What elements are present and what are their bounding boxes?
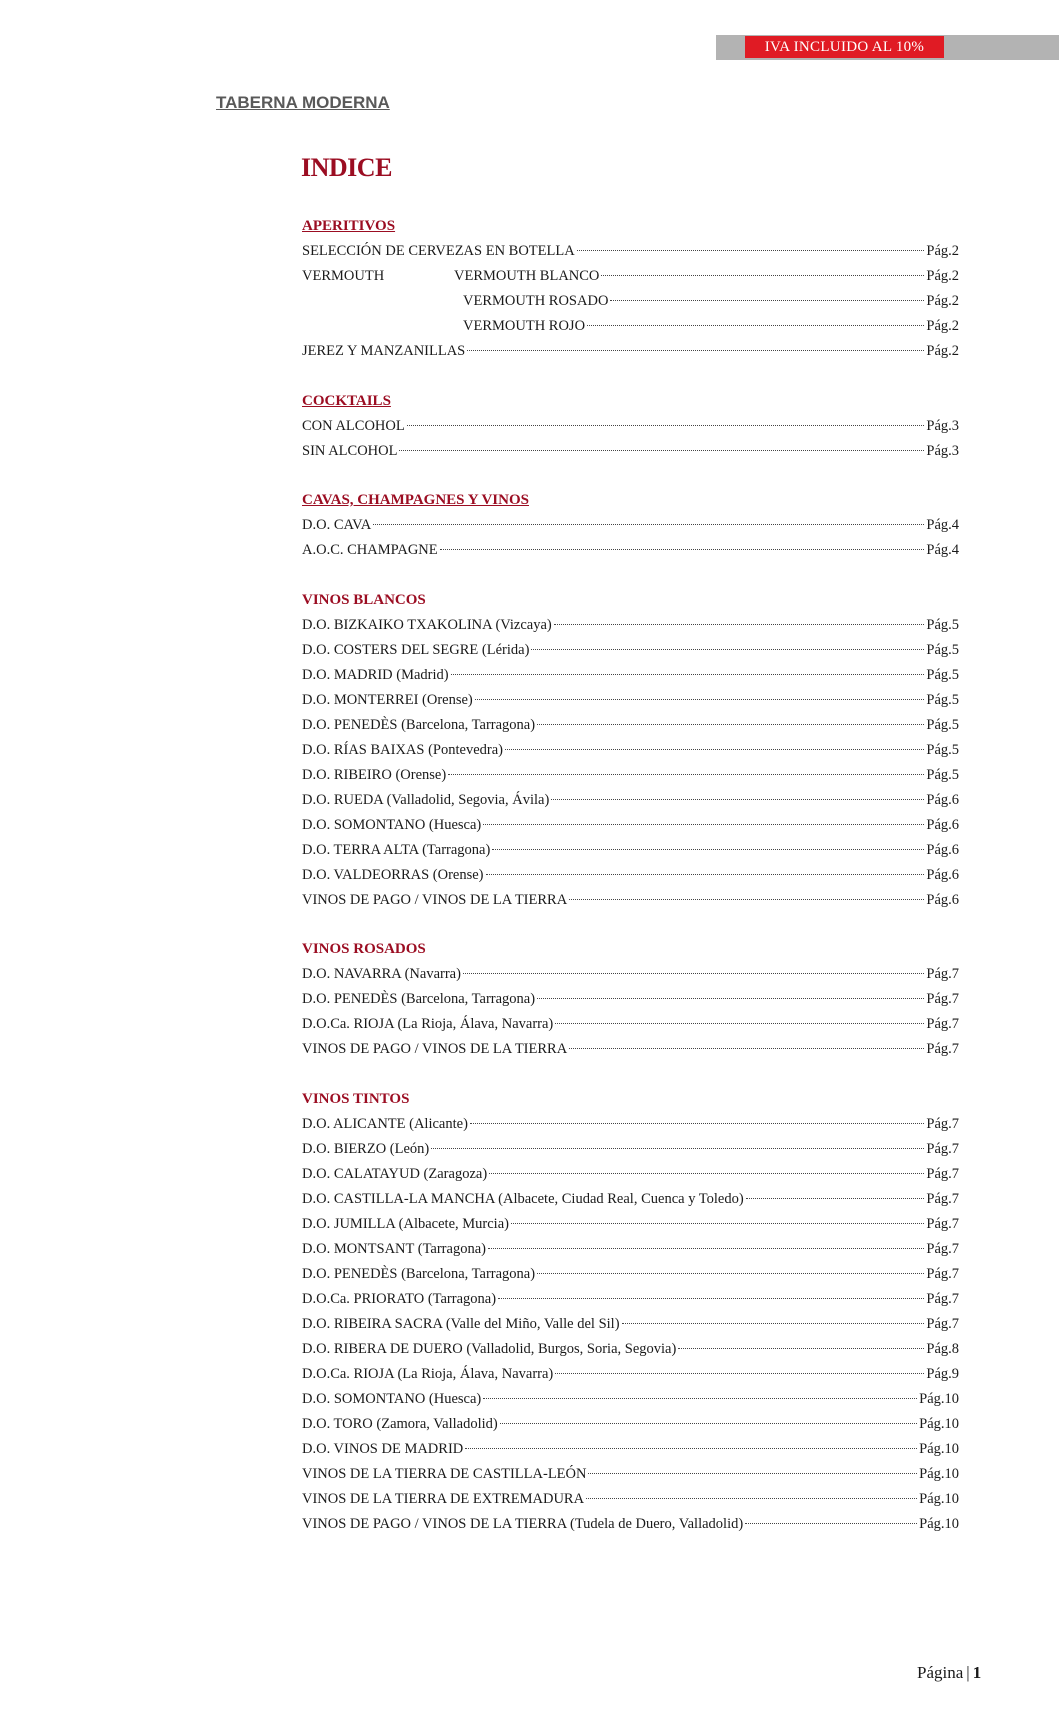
dot-leader <box>586 1498 917 1499</box>
dot-leader <box>588 1473 917 1474</box>
toc-entry <box>302 613 959 638</box>
entry-label: VINOS DE PAGO / VINOS DE LA TIERRA <box>302 1041 568 1057</box>
toc-entry <box>302 239 959 264</box>
entry-label: D.O. PENEDÈS (Barcelona, Tarragona) <box>302 1265 536 1282</box>
toc-entry <box>302 1287 959 1312</box>
toc-entry <box>302 513 959 538</box>
entry-page: Pág.4 <box>926 517 959 533</box>
toc-section <box>302 588 959 913</box>
page-title: INDICE <box>301 153 392 182</box>
entry-page: Pág.3 <box>926 417 959 434</box>
entry-label: D.O. MONTERREI (Orense) <box>302 691 473 708</box>
entry-label: D.O. TORO (Zamora, Valladolid) <box>302 1415 498 1432</box>
entry-page: Pág.5 <box>926 691 959 708</box>
entry-page: Pág.8 <box>926 1340 959 1357</box>
entry-label: VERMOUTH BLANCO <box>454 268 600 284</box>
entry-label: D.O. NAVARRA (Navarra) <box>302 966 461 982</box>
entry-page: Pág.7 <box>926 1016 959 1032</box>
entry-label: D.O. VINOS DE MADRID <box>302 1440 464 1457</box>
toc-entry <box>302 1112 959 1137</box>
entry-label: D.O. CASTILLA-LA MANCHA (Albacete, Ciudad Real, Cuenca y Toledo) <box>302 1190 744 1207</box>
entry-label: D.O.Ca. RIOJA (La Rioja, Álava, Navarra) <box>302 1016 554 1032</box>
entry-label: D.O. SOMONTANO (Huesca) <box>302 1390 482 1407</box>
dot-leader <box>555 1023 924 1024</box>
toc-entry <box>302 888 959 913</box>
entry-label: D.O.Ca. RIOJA (La Rioja, Álava, Navarra) <box>302 1365 554 1382</box>
entry-label: D.O. RUEDA (Valladolid, Segovia, Ávila) <box>302 791 550 808</box>
toc-entry <box>302 713 959 738</box>
entry-page: Pág.6 <box>926 791 959 808</box>
entry-label: D.O. MADRID (Madrid) <box>302 666 449 683</box>
entry-label: D.O. JUMILLA (Albacete, Murcia) <box>302 1215 509 1232</box>
entry-page: Pág.7 <box>926 1290 959 1307</box>
section-title: VINOS ROSADOS <box>302 941 426 957</box>
toc-entry <box>302 1412 959 1437</box>
entry-page: Pág.5 <box>926 616 959 633</box>
dot-leader <box>551 799 924 800</box>
toc-section <box>302 214 959 364</box>
entry-label: JEREZ Y MANZANILLAS <box>302 343 466 359</box>
toc-entry <box>302 1162 959 1187</box>
entry-label: VINOS DE LA TIERRA DE CASTILLA-LEÓN <box>302 1465 587 1482</box>
dot-leader <box>505 749 924 750</box>
entry-page: Pág.2 <box>926 343 959 359</box>
entry-page: Pág.2 <box>926 268 959 284</box>
toc-entry <box>302 264 959 289</box>
entry-page: Pág.10 <box>919 1415 959 1432</box>
toc-entry <box>302 688 959 713</box>
entry-page: Pág.10 <box>919 1440 959 1457</box>
entry-page: Pág.7 <box>926 1315 959 1332</box>
entry-page: Pág.7 <box>926 966 959 982</box>
toc-entry <box>302 788 959 813</box>
entry-label: SIN ALCOHOL <box>302 442 398 459</box>
toc-entry <box>302 1312 959 1337</box>
entry-label: D.O. VALDEORRAS (Orense) <box>302 866 484 883</box>
toc-entry <box>302 663 959 688</box>
toc-entry <box>302 638 959 663</box>
table-of-contents <box>302 214 959 1561</box>
toc-section <box>302 389 959 464</box>
entry-page: Pág.5 <box>926 766 959 783</box>
dot-leader <box>577 250 925 251</box>
toc-entry <box>302 1337 959 1362</box>
dot-leader <box>622 1323 925 1324</box>
entry-page: Pág.2 <box>926 293 959 309</box>
entry-page: Pág.10 <box>919 1515 959 1532</box>
entry-label: D.O. MONTSANT (Tarragona) <box>302 1240 486 1257</box>
dot-leader <box>483 824 924 825</box>
toc-entry <box>302 1012 959 1037</box>
dot-leader <box>511 1223 924 1224</box>
dot-leader <box>451 674 925 675</box>
entry-page: Pág.3 <box>926 442 959 459</box>
dot-leader <box>745 1523 917 1524</box>
entry-page: Pág.6 <box>926 866 959 883</box>
entry-page: Pág.7 <box>926 1041 959 1057</box>
dot-leader <box>448 774 924 775</box>
entry-label: VINOS DE PAGO / VINOS DE LA TIERRA (Tudela de Duero, Valladolid) <box>302 1515 744 1532</box>
entry-page: Pág.6 <box>926 841 959 858</box>
entry-label: VINOS DE LA TIERRA DE EXTREMADURA <box>302 1490 585 1507</box>
entry-page: Pág.6 <box>926 891 959 908</box>
dot-leader <box>465 1448 917 1449</box>
toc-entry <box>302 838 959 863</box>
entry-label: D.O. BIZKAIKO TXAKOLINA (Vizcaya) <box>302 616 552 633</box>
toc-entry <box>302 763 959 788</box>
dot-leader <box>746 1198 925 1199</box>
dot-leader <box>587 325 924 326</box>
section-title: VINOS TINTOS <box>302 1090 410 1107</box>
toc-entry <box>302 289 959 314</box>
entry-page: Pág.7 <box>926 1215 959 1232</box>
dot-leader <box>610 300 924 301</box>
toc-entry <box>302 1037 959 1062</box>
entry-group-label: VERMOUTH <box>302 268 385 284</box>
entry-page: Pág.10 <box>919 1390 959 1407</box>
toc-entry <box>302 1362 959 1387</box>
dot-leader <box>531 649 924 650</box>
toc-entry <box>302 1262 959 1287</box>
toc-section <box>302 1087 959 1537</box>
dot-leader <box>407 425 925 426</box>
entry-label: D.O. PENEDÈS (Barcelona, Tarragona) <box>302 991 536 1007</box>
dot-leader <box>483 1398 917 1399</box>
dot-leader <box>569 1048 924 1049</box>
dot-leader <box>492 849 924 850</box>
entry-page: Pág.7 <box>926 1165 959 1182</box>
entry-page: Pág.7 <box>926 1190 959 1207</box>
entry-label: D.O. CAVA <box>302 517 372 533</box>
entry-label: D.O. COSTERS DEL SEGRE (Lérida) <box>302 641 530 658</box>
page-separator: | <box>966 1663 970 1682</box>
entry-page: Pág.10 <box>919 1490 959 1507</box>
entry-page: Pág.7 <box>926 1115 959 1132</box>
toc-entry <box>302 738 959 763</box>
dot-leader <box>467 350 924 351</box>
section-title: CAVAS, CHAMPAGNES Y VINOS <box>302 492 529 508</box>
entry-page: Pág.2 <box>926 318 959 334</box>
toc-entry <box>302 1462 959 1487</box>
dot-leader <box>399 450 924 451</box>
entry-label: D.O. RIBEIRA SACRA (Valle del Miño, Valle del Sil) <box>302 1315 620 1332</box>
toc-entry <box>302 813 959 838</box>
entry-label: D.O. PENEDÈS (Barcelona, Tarragona) <box>302 716 536 733</box>
entry-page: Pág.5 <box>926 641 959 658</box>
dot-leader <box>537 1273 924 1274</box>
entry-label: D.O. RIBERA DE DUERO (Valladolid, Burgos, Soria, Segovia) <box>302 1340 677 1357</box>
entry-label: D.O. TERRA ALTA (Tarragona) <box>302 841 491 858</box>
entry-page: Pág.6 <box>926 816 959 833</box>
toc-entry <box>302 962 959 987</box>
dot-leader <box>537 998 924 999</box>
toc-entry <box>302 1212 959 1237</box>
dot-leader <box>498 1298 924 1299</box>
toc-entry <box>302 314 959 339</box>
entry-label: VERMOUTH ROJO <box>463 318 586 334</box>
entry-page: Pág.4 <box>926 542 959 558</box>
dot-leader <box>678 1348 924 1349</box>
toc-entry <box>302 1237 959 1262</box>
iva-badge: IVA INCLUIDO AL 10% <box>745 36 944 58</box>
dot-leader <box>486 874 925 875</box>
entry-page: Pág.9 <box>926 1365 959 1382</box>
entry-page: Pág.7 <box>926 1240 959 1257</box>
toc-entry <box>302 987 959 1012</box>
toc-entry <box>302 863 959 888</box>
toc-section <box>302 488 959 563</box>
toc-entry <box>302 1487 959 1512</box>
entry-label: VINOS DE PAGO / VINOS DE LA TIERRA <box>302 891 568 908</box>
entry-page: Pág.5 <box>926 716 959 733</box>
entry-label: D.O. BIERZO (León) <box>302 1140 430 1157</box>
section-title: APERITIVOS <box>302 218 396 234</box>
entry-label: D.O. CALATAYUD (Zaragoza) <box>302 1165 488 1182</box>
entry-label: D.O. RIBEIRO (Orense) <box>302 766 447 783</box>
page-footer <box>917 1663 981 1683</box>
dot-leader <box>488 1248 924 1249</box>
section-title: COCKTAILS <box>302 392 391 409</box>
entry-label: D.O. RÍAS BAIXAS (Pontevedra) <box>302 741 503 758</box>
toc-section <box>302 937 959 1062</box>
toc-entry <box>302 1387 959 1412</box>
dot-leader <box>489 1173 924 1174</box>
entry-page: Pág.2 <box>926 243 959 259</box>
entry-page: Pág.10 <box>919 1465 959 1482</box>
entry-page: Pág.7 <box>926 1265 959 1282</box>
toc-entry <box>302 1187 959 1212</box>
page-label: Página <box>917 1663 964 1682</box>
dot-leader <box>555 1373 924 1374</box>
entry-label: A.O.C. CHAMPAGNE <box>302 542 438 558</box>
dot-leader <box>470 1123 924 1124</box>
page-number: 1 <box>972 1663 982 1682</box>
dot-leader <box>537 724 924 725</box>
toc-entry <box>302 439 959 464</box>
dot-leader <box>601 275 924 276</box>
dot-leader <box>440 549 925 550</box>
entry-label: D.O. ALICANTE (Alicante) <box>302 1115 468 1132</box>
dot-leader <box>431 1148 924 1149</box>
toc-entry <box>302 1137 959 1162</box>
dot-leader <box>569 899 924 900</box>
entry-label: SELECCIÓN DE CERVEZAS EN BOTELLA <box>302 243 575 259</box>
entry-page: Pág.7 <box>926 991 959 1007</box>
toc-entry <box>302 1512 959 1537</box>
entry-page: Pág.5 <box>926 741 959 758</box>
dot-leader <box>554 624 925 625</box>
toc-entry <box>302 414 959 439</box>
entry-label: D.O.Ca. PRIORATO (Tarragona) <box>302 1290 497 1307</box>
entry-page: Pág.7 <box>926 1140 959 1157</box>
entry-page: Pág.5 <box>926 666 959 683</box>
entry-label: CON ALCOHOL <box>302 417 405 434</box>
dot-leader <box>373 524 924 525</box>
section-title: VINOS BLANCOS <box>302 591 426 608</box>
dot-leader <box>475 699 925 700</box>
dot-leader <box>463 973 924 974</box>
toc-entry <box>302 1437 959 1462</box>
restaurant-name: TABERNA MODERNA <box>216 93 390 112</box>
entry-label: VERMOUTH ROSADO <box>463 293 609 309</box>
toc-entry <box>302 339 959 364</box>
dot-leader <box>500 1423 917 1424</box>
entry-label: D.O. SOMONTANO (Huesca) <box>302 816 482 833</box>
toc-entry <box>302 538 959 563</box>
